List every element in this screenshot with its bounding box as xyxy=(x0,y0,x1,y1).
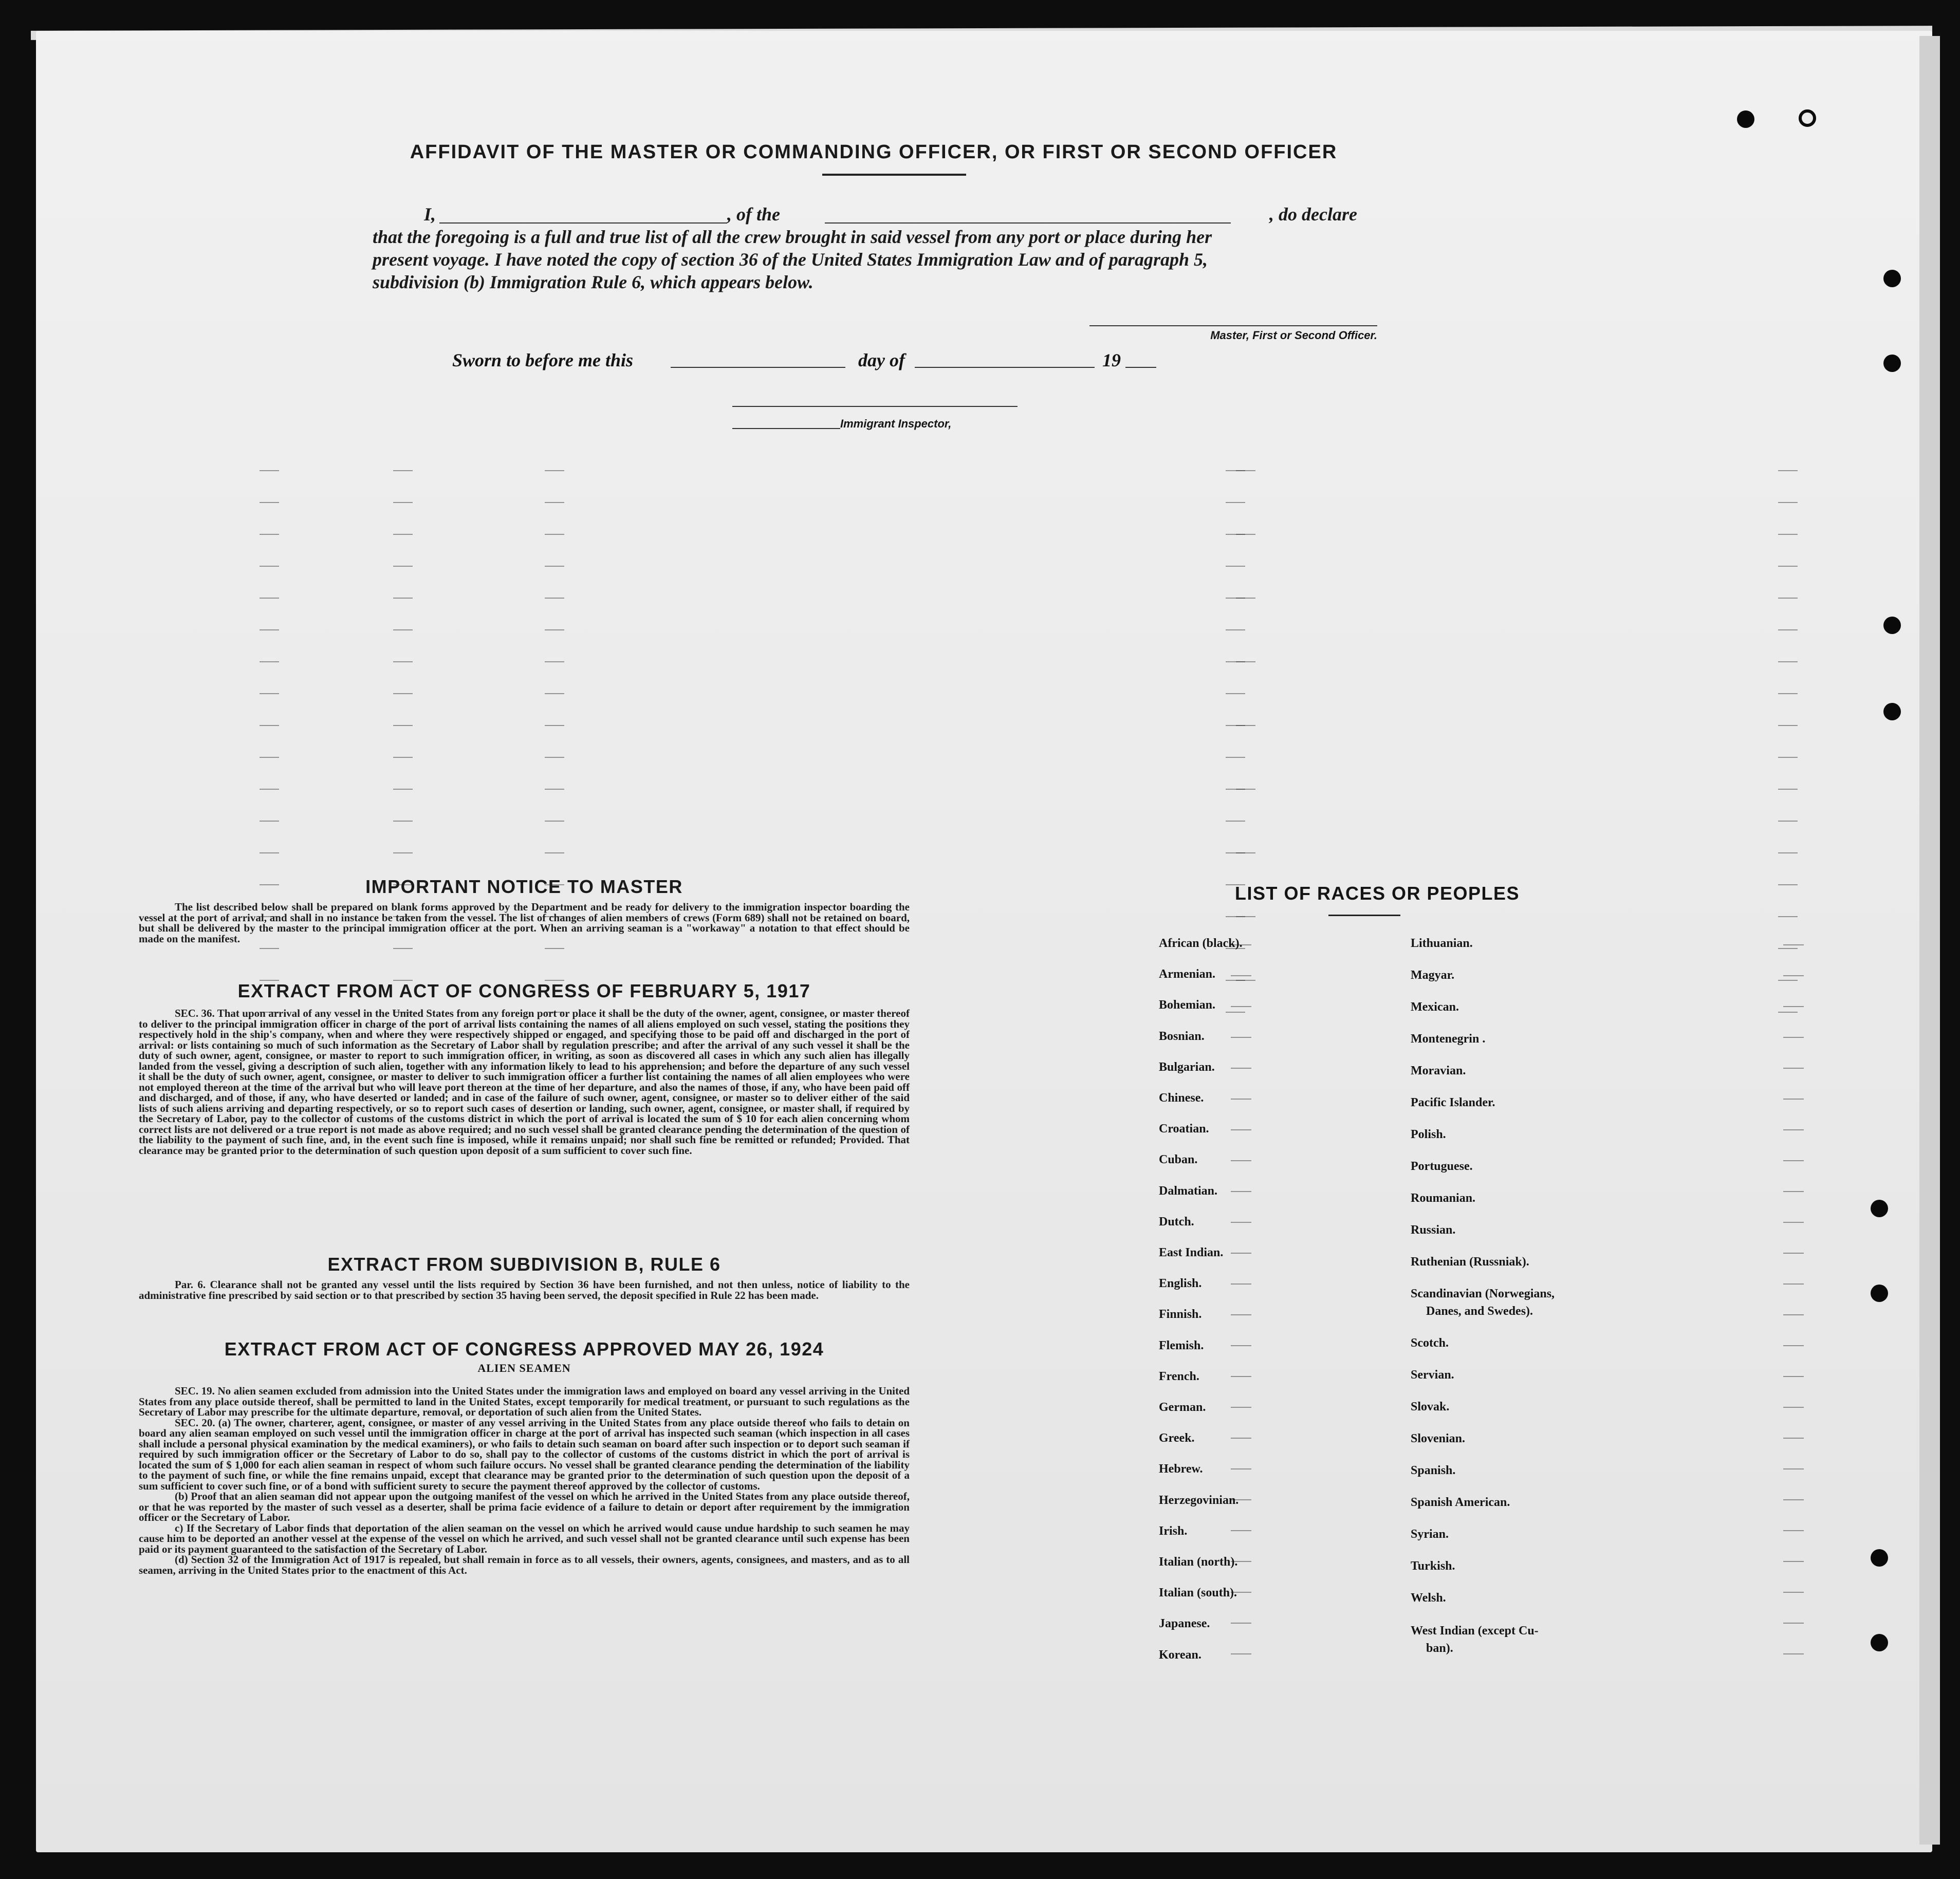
bleed-dash xyxy=(1783,1468,1804,1469)
bleed-dash xyxy=(1231,1530,1251,1531)
bleed-dash xyxy=(1783,1160,1804,1161)
bleed-dash xyxy=(1226,693,1245,694)
month-blank xyxy=(915,367,1095,368)
paragraph-6: Par. 6. Clearance shall not be granted any vessel until the lists required by Section 36 have been furnished, and not then unless, notice of liability to the administrative fine prescribed by said section or to that prescribed by section 35 having been served, the deposit specified in Rule 22 has been made. xyxy=(139,1278,910,1301)
bleed-dash xyxy=(393,598,413,599)
bleed-dash xyxy=(1231,1468,1251,1469)
bleed-dash xyxy=(260,789,279,790)
bleed-dash xyxy=(1783,1191,1804,1192)
bleed-dash xyxy=(1778,1012,1798,1013)
extract-rule6-body xyxy=(139,1279,910,1300)
bleed-dash xyxy=(1778,598,1798,599)
bleed-dash xyxy=(1783,1222,1804,1223)
race-item: Hebrew. xyxy=(1159,1462,1203,1476)
race-item: Irish. xyxy=(1159,1524,1188,1538)
races-title: LIST OF RACES OR PEOPLES xyxy=(1234,883,1520,904)
bleed-dash xyxy=(393,852,413,853)
race-item: Slovak. xyxy=(1411,1400,1450,1413)
section-19-paragraph: SEC. 19. No alien seamen excluded from admission into the United States under the immigration laws and employed on board any vessel arriving in the United States from any place outside thereof, shall be permitted to land in the United States, except temporarily for medical treatment, or pursuant to such regulations as the Secretary of Labor may prescribe for the ultimate departure, removal, or deportation of such alien from the United States. xyxy=(139,1385,910,1418)
bleed-dash xyxy=(1231,1376,1251,1377)
bleed-dash xyxy=(1231,1099,1251,1100)
bleed-dash xyxy=(545,948,564,949)
race-item: Pacific Islander. xyxy=(1411,1096,1495,1109)
bleed-dash xyxy=(1783,1438,1804,1439)
punch-hole-icon xyxy=(1737,110,1754,128)
extract-1917-body xyxy=(139,1008,910,1156)
bleed-dash xyxy=(1783,1376,1804,1377)
punch-hole-icon xyxy=(1871,1549,1888,1567)
section-20d-paragraph: (d) Section 32 of the Immigration Act of 1917 is repealed, but shall remain in force as to all vessels, their owners, agents, consignees, and masters, and as to all seamen, arriving in the United States prior to the enactment of this Act. xyxy=(139,1553,910,1576)
bleed-dash xyxy=(1783,1592,1804,1593)
bleed-dash xyxy=(1778,566,1798,567)
year-prefix: 19 xyxy=(1102,350,1121,370)
race-item: Bulgarian. xyxy=(1159,1060,1215,1074)
race-item: Dutch. xyxy=(1159,1215,1194,1229)
race-item: Spanish. xyxy=(1411,1464,1456,1477)
notice-title: IMPORTANT NOTICE TO MASTER xyxy=(365,876,683,897)
race-item: Moravian. xyxy=(1411,1064,1466,1077)
section-20c-paragraph: c) If the Secretary of Labor finds that deportation of the alien seaman on the vessel on which he arrived would cause undue hardship to such seamen he may cause him to be deported an another vessel at the expense of the vessel on which he arrived, and such vessel shall not be granted clearance until such expense has been paid or its payment guaranteed to the satisfaction of the Secretary of Labor. xyxy=(139,1521,910,1555)
affidavit-line-1 xyxy=(373,203,1377,226)
bleed-dash xyxy=(260,470,279,471)
bleed-dash xyxy=(260,534,279,535)
races-title-underline xyxy=(1328,915,1400,916)
affidavit-title: AFFIDAVIT OF THE MASTER OR COMMANDING OFFICER, OR FIRST OR SECOND OFFICER xyxy=(410,141,1338,163)
affidavit-do-declare: , do declare xyxy=(1269,204,1357,225)
inspector-signature-line xyxy=(732,406,1018,407)
bleed-dash xyxy=(1778,757,1798,758)
bleed-dash xyxy=(1236,916,1255,917)
race-item: ban). xyxy=(1426,1642,1453,1655)
bleed-dash xyxy=(393,566,413,567)
bleed-dash xyxy=(1226,629,1245,630)
bleed-dash xyxy=(393,470,413,471)
paper-right-edge xyxy=(1919,36,1940,1845)
punch-hole-icon xyxy=(1883,617,1901,634)
inspector-label: Immigrant Inspector, xyxy=(840,417,952,430)
bleed-dash xyxy=(260,629,279,630)
bleed-dash xyxy=(1231,1037,1251,1038)
bleed-dash xyxy=(545,789,564,790)
name-blank xyxy=(439,222,727,224)
bleed-dash xyxy=(545,693,564,694)
bleed-dash xyxy=(1236,661,1255,662)
affidavit-body xyxy=(373,203,1377,293)
notice-paragraph: The list described below shall be prepared on blank forms approved by the Department and be ready for delivery to the immigration inspector boarding the vessel at the port of arrival, and shall in no instance be taken from the vessel. The list of changes of alien members of crews (Form 689) shall not be retained on board, but shall be delivered by the master to the principal immigration officer at the port. When an arriving seaman is a "workaway" a notation to that effect should be made on the manifest. xyxy=(139,901,910,945)
bleed-dash xyxy=(1778,980,1798,981)
bleed-dash xyxy=(1236,980,1255,981)
master-signature-line xyxy=(1089,325,1377,326)
punch-hole-icon xyxy=(1871,1200,1888,1217)
bleed-dash xyxy=(260,693,279,694)
day-blank xyxy=(671,367,845,368)
punch-hole-icon xyxy=(1883,270,1901,287)
bleed-dash xyxy=(260,566,279,567)
bleed-dash xyxy=(393,534,413,535)
bleed-dash xyxy=(1226,821,1245,822)
bleed-dash xyxy=(393,757,413,758)
race-item: Turkish. xyxy=(1411,1559,1455,1573)
bleed-dash xyxy=(1231,1191,1251,1192)
race-item: Finnish. xyxy=(1159,1308,1202,1322)
bleed-dash xyxy=(1778,948,1798,949)
punch-hole-icon xyxy=(1871,1634,1888,1651)
race-item: Magyar. xyxy=(1411,969,1455,982)
bleed-dash xyxy=(1783,1099,1804,1100)
affidavit-of-the: , of the xyxy=(727,204,780,225)
bleed-dash xyxy=(393,948,413,949)
race-item: English. xyxy=(1159,1277,1202,1291)
bleed-dash xyxy=(1231,1068,1251,1069)
inspector-signature-line-short xyxy=(732,428,840,429)
extract-1924-title: EXTRACT FROM ACT OF CONGRESS APPROVED MAY 26, 1924 xyxy=(224,1338,824,1360)
race-item: Polish. xyxy=(1411,1128,1446,1141)
bleed-dash xyxy=(1231,975,1251,976)
day-of-text: day of xyxy=(858,350,905,370)
bleed-dash xyxy=(1778,470,1798,471)
bleed-dash xyxy=(393,661,413,662)
bleed-dash xyxy=(545,821,564,822)
bleed-dash xyxy=(545,725,564,726)
bleed-dash xyxy=(1778,852,1798,853)
bleed-dash xyxy=(1231,1438,1251,1439)
race-item: Ruthenian (Russniak). xyxy=(1411,1255,1529,1269)
bleed-dash xyxy=(1783,1129,1804,1130)
race-item: Spanish American. xyxy=(1411,1496,1510,1509)
extract-rule6-title: EXTRACT FROM SUBDIVISION B, RULE 6 xyxy=(327,1254,721,1275)
bleed-dash xyxy=(260,502,279,503)
race-item: Slovenian. xyxy=(1411,1432,1466,1445)
race-item: Armenian. xyxy=(1159,968,1215,981)
bleed-dash xyxy=(1783,1623,1804,1624)
race-item: Bohemian. xyxy=(1159,998,1216,1012)
race-item: Korean. xyxy=(1159,1648,1201,1662)
race-item: Servian. xyxy=(1411,1368,1454,1382)
bleed-dash xyxy=(1236,725,1255,726)
bleed-dash xyxy=(260,725,279,726)
race-item: Roumanian. xyxy=(1411,1192,1476,1205)
bleed-dash xyxy=(1783,1499,1804,1500)
bleed-dash xyxy=(1226,1012,1245,1013)
bleed-dash xyxy=(1783,944,1804,945)
race-item: Danes, and Swedes). xyxy=(1426,1305,1533,1318)
bleed-dash xyxy=(1231,1283,1251,1285)
affidavit-line-3: present voyage. I have noted the copy of section 36 of the United States Immigration Law and of paragraph 5, xyxy=(373,249,1208,270)
bleed-dash xyxy=(545,502,564,503)
bleed-dash xyxy=(1231,1160,1251,1161)
race-item: Herzegovinian. xyxy=(1159,1493,1239,1507)
notice-body xyxy=(139,902,910,944)
bleed-dash xyxy=(1783,1407,1804,1408)
affidavit-line-4: subdivision (b) Immigration Rule 6, which appears below. xyxy=(373,272,813,292)
bleed-dash xyxy=(1783,1530,1804,1531)
punch-hole-ring-icon xyxy=(1799,109,1816,127)
bleed-dash xyxy=(1226,757,1245,758)
bleed-dash xyxy=(1783,1345,1804,1346)
bleed-dash xyxy=(1778,821,1798,822)
bleed-dash xyxy=(1231,1253,1251,1254)
race-item: Mexican. xyxy=(1411,1000,1459,1014)
race-item: African (black). xyxy=(1159,937,1243,950)
bleed-dash xyxy=(1231,1129,1251,1130)
bleed-dash xyxy=(1783,1653,1804,1654)
section-36-paragraph: SEC. 36. That upon arrival of any vessel in the United States from any foreign port or place it shall be the duty of the owner, agent, consignee, or master thereof to deliver to the principal immigration officer in charge of the port of arrival lists containing the names of all aliens employed on such vessel, stating the positions they respectively hold in the ship's company, when and where they were respectively shipped or engaged, and specifying those to be paid off and discharged in the port of arrival: or lists containing so much of such information as the Secretary of Labor shall by regulation prescribe; and after the arrival of any such vessel it shall be the duty of such owner, agent, consignee, or master to report to such immigration officer, in writing, as soon as discovered all cases in which any such alien has illegally landed from the vessel, giving a description of such alien, together with any information likely to lead to his apprehension; and before the departure of any such vessel it shall be the duty of such owner, agent, consignee, or master to deliver to such immigration officer a further list containing the names of all alien employees who were not employed thereon at the time of the arrival but who will leave port thereon at the time of her departure, and also the names of those, if any, who have been paid off and discharged, and of those, if any, who have deserted or landed; and in case of the failure of such owner, agent, consignee, or master so to deliver either of the said lists of such aliens arriving and departing respectively, or so to report such cases of desertion or landing, such owner, agent, consignee, or master shall, if required by the Secretary of Labor, pay to the collector of customs of the customs district in which the port of arrival is located the sum of $ 10 for each alien concerning whom correct lists are not delivered or a true report is not made as above required; and no such vessel shall be granted clearance pending the determination of the question of the liability to the payment of such fine, and, in the event such fine is imposed, while it remains unpaid; nor shall such fine be remitted or refunded; Provided. That clearance may be granted prior to the determination of such question upon deposit of a sum sufficient to cover such fine. xyxy=(139,1007,910,1157)
bleed-dash xyxy=(1778,534,1798,535)
bleed-dash xyxy=(393,502,413,503)
bleed-dash xyxy=(260,661,279,662)
race-item: Lithuanian. xyxy=(1411,937,1473,950)
bleed-dash xyxy=(1231,1222,1251,1223)
bleed-dash xyxy=(1231,1623,1251,1624)
bleed-dash xyxy=(1231,1006,1251,1007)
race-item: Scotch. xyxy=(1411,1336,1449,1350)
extract-1917-title: EXTRACT FROM ACT OF CONGRESS OF FEBRUARY 5, 1917 xyxy=(237,980,811,1001)
race-item: Montenegrin . xyxy=(1411,1032,1486,1046)
vessel-blank xyxy=(825,222,1231,224)
bleed-dash xyxy=(545,598,564,599)
bleed-dash xyxy=(545,757,564,758)
bleed-dash xyxy=(260,757,279,758)
bleed-dash xyxy=(1236,852,1255,853)
bleed-dash xyxy=(1236,598,1255,599)
bleed-dash xyxy=(545,470,564,471)
race-item: Bosnian. xyxy=(1159,1029,1205,1043)
bleed-dash xyxy=(1778,629,1798,630)
bleed-dash xyxy=(393,629,413,630)
alien-seamen-subtitle: ALIEN SEAMEN xyxy=(477,1362,571,1374)
bleed-dash xyxy=(1783,975,1804,976)
affidavit-i: I, xyxy=(424,204,436,225)
section-20a-paragraph: SEC. 20. (a) The owner, charterer, agent, consignee, or master of any vessel arriving in the United States from any place outside thereof who fails to detain on board any alien seaman employed on such vessel until the immigration officer in charge at the port of arrival has inspected such seaman (which inspection in all cases shall include a personal physical examination by the medical examiners), or who fails to detain such seaman on board after such inspection or to deport such seaman if required by such immigration officer or the Secretary of Labor to do so, shall pay to the collector of customs of the customs district in which the port of arrival is located the sum of $ 1,000 for each alien seaman in respect of whom such failure occurs. No vessel shall be granted clearance pending the determination of the liability to the payment of such fine, or while the fine remains unpaid, except that clearance may be granted prior to the determination of such question upon the deposit of a sum sufficient to cover such fine, or of a bond with sufficient surety to secure the payment thereof approved by the collector of customs. xyxy=(139,1416,910,1492)
bleed-dash xyxy=(260,821,279,822)
bleed-dash xyxy=(1231,1314,1251,1315)
bleed-dash xyxy=(1783,1253,1804,1254)
bleed-dash xyxy=(393,693,413,694)
bleed-dash xyxy=(260,598,279,599)
bleed-dash xyxy=(545,629,564,630)
bleed-dash xyxy=(1236,470,1255,471)
race-item: Chinese. xyxy=(1159,1091,1204,1105)
bleed-dash xyxy=(545,661,564,662)
sworn-text: Sworn to before me this xyxy=(452,350,634,370)
race-item: Italian (north). xyxy=(1159,1555,1238,1569)
bleed-dash xyxy=(1236,789,1255,790)
bleed-dash xyxy=(1783,1068,1804,1069)
bleed-dash xyxy=(393,821,413,822)
race-item: West Indian (except Cu- xyxy=(1411,1624,1539,1638)
race-item: Dalmatian. xyxy=(1159,1184,1217,1198)
bleed-dash xyxy=(260,948,279,949)
bleed-dash xyxy=(1783,1006,1804,1007)
race-item: Croatian. xyxy=(1159,1122,1209,1136)
bleed-dash xyxy=(1783,1314,1804,1315)
bleed-dash xyxy=(545,852,564,853)
race-item: Syrian. xyxy=(1411,1528,1449,1541)
bleed-dash xyxy=(1778,502,1798,503)
bleed-dash xyxy=(1783,1283,1804,1285)
bleed-dash xyxy=(1778,661,1798,662)
race-item: German. xyxy=(1159,1401,1206,1414)
race-item: French. xyxy=(1159,1369,1199,1383)
bleed-dash xyxy=(1778,693,1798,694)
year-blank xyxy=(1125,367,1156,368)
race-item: Russian. xyxy=(1411,1223,1456,1237)
section-20b-paragraph: (b) Proof that an alien seaman did not appear upon the outgoing manifest of the vessel on which he arrived in the United States from any place outside thereof, or that he was reported by the master of such vessel as a deserter, shall be prima facie evidence of a failure to detain or deport after requirement by the immigration officer or the Secretary of Labor. xyxy=(139,1490,910,1523)
bleed-dash xyxy=(1236,534,1255,535)
bleed-dash xyxy=(1783,1561,1804,1562)
extract-1924-body xyxy=(139,1386,910,1575)
race-item: East Indian. xyxy=(1159,1246,1224,1259)
punch-hole-icon xyxy=(1883,703,1901,720)
race-item: Scandinavian (Norwegians, xyxy=(1411,1287,1555,1300)
race-item: Portuguese. xyxy=(1411,1160,1473,1173)
race-item: Welsh. xyxy=(1411,1591,1446,1605)
bleed-dash xyxy=(1231,1653,1251,1654)
bleed-dash xyxy=(1226,502,1245,503)
affidavit-line-2: that the foregoing is a full and true list of all the crew brought in said vessel from any port or place during her xyxy=(373,227,1212,247)
bleed-dash xyxy=(260,852,279,853)
bleed-dash xyxy=(1231,1345,1251,1346)
bleed-dash xyxy=(1231,1407,1251,1408)
race-item: Japanese. xyxy=(1159,1617,1210,1631)
race-item: Italian (south). xyxy=(1159,1586,1237,1600)
bleed-dash xyxy=(1778,916,1798,917)
bleed-dash xyxy=(1226,566,1245,567)
race-item: Flemish. xyxy=(1159,1338,1204,1352)
race-item: Cuban. xyxy=(1159,1153,1198,1167)
punch-hole-icon xyxy=(1871,1285,1888,1302)
bleed-dash xyxy=(1778,884,1798,885)
bleed-dash xyxy=(1778,725,1798,726)
master-signature-label: Master, First or Second Officer. xyxy=(1210,329,1377,342)
bleed-dash xyxy=(1778,789,1798,790)
bleed-dash xyxy=(545,566,564,567)
punch-hole-icon xyxy=(1883,355,1901,372)
affidavit-title-underline xyxy=(822,174,966,176)
bleed-dash xyxy=(393,789,413,790)
race-item: Greek. xyxy=(1159,1431,1195,1445)
bleed-dash xyxy=(393,725,413,726)
bleed-dash xyxy=(545,534,564,535)
bleed-dash xyxy=(1783,1037,1804,1038)
